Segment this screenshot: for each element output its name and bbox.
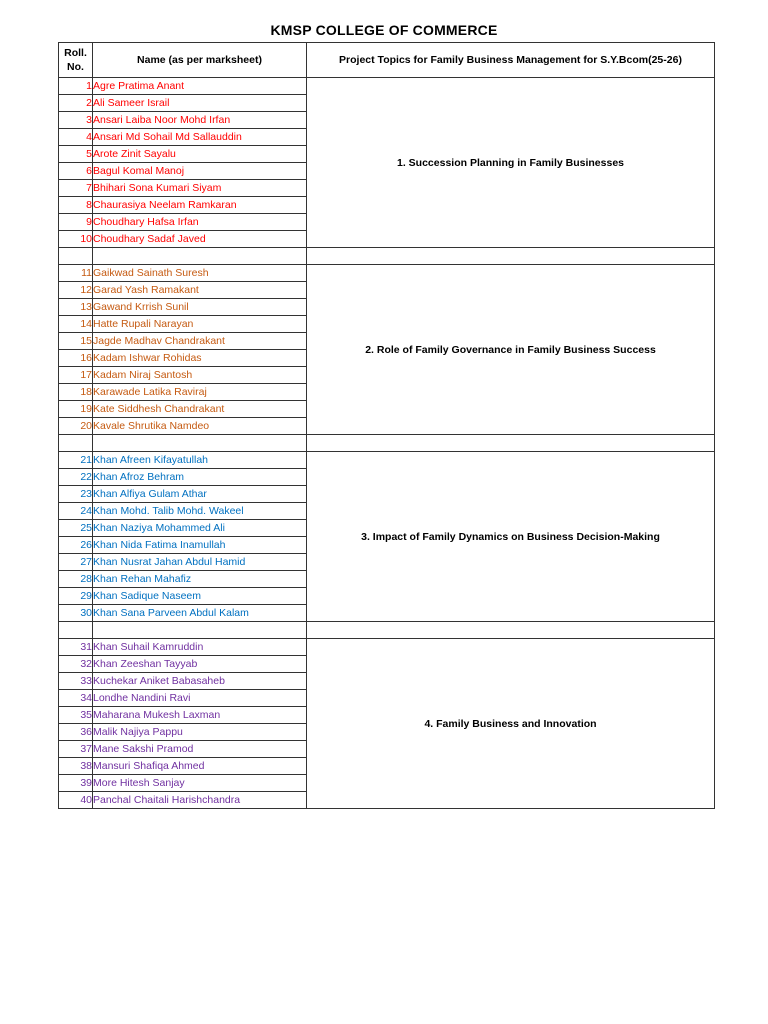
- project-topic-cell: 1. Succession Planning in Family Businesses: [307, 78, 715, 248]
- student-name-cell: Hatte Rupali Narayan: [93, 316, 307, 333]
- spacer-row: [59, 435, 715, 452]
- roll-number-cell: 13: [59, 299, 93, 316]
- student-name-cell: Gaikwad Sainath Suresh: [93, 265, 307, 282]
- student-name-cell: Kadam Ishwar Rohidas: [93, 350, 307, 367]
- roll-number-cell: 4: [59, 129, 93, 146]
- roll-number-cell: 31: [59, 639, 93, 656]
- student-name-cell: Gawand Krrish Sunil: [93, 299, 307, 316]
- roll-number-cell: 17: [59, 367, 93, 384]
- student-name-cell: Malik Najiya Pappu: [93, 724, 307, 741]
- empty-cell: [307, 622, 715, 639]
- roll-number-cell: 35: [59, 707, 93, 724]
- project-topic-cell: 3. Impact of Family Dynamics on Business Decision-Making: [307, 452, 715, 622]
- roll-header-line1: Roll.: [64, 47, 87, 59]
- roll-number-cell: 32: [59, 656, 93, 673]
- spacer-row: [59, 622, 715, 639]
- roll-no-header: [59, 43, 93, 78]
- student-name-cell: Bagul Komal Manoj: [93, 163, 307, 180]
- roll-number-cell: 39: [59, 775, 93, 792]
- student-name-cell: Kavale Shrutika Namdeo: [93, 418, 307, 435]
- student-name-cell: Panchal Chaitali Harishchandra: [93, 792, 307, 809]
- student-name-cell: Khan Rehan Mahafiz: [93, 571, 307, 588]
- roll-header-line2: No.: [67, 61, 84, 73]
- student-name-cell: Londhe Nandini Ravi: [93, 690, 307, 707]
- student-name-cell: Khan Afreen Kifayatullah: [93, 452, 307, 469]
- empty-cell: [93, 248, 307, 265]
- roll-number-cell: 28: [59, 571, 93, 588]
- roll-number-cell: 29: [59, 588, 93, 605]
- roll-number-cell: 38: [59, 758, 93, 775]
- roll-number-cell: 20: [59, 418, 93, 435]
- roll-number-cell: 37: [59, 741, 93, 758]
- student-name-cell: Karawade Latika Raviraj: [93, 384, 307, 401]
- student-name-cell: Kate Siddhesh Chandrakant: [93, 401, 307, 418]
- project-topic-cell: 2. Role of Family Governance in Family Business Success: [307, 265, 715, 435]
- roll-number-cell: 40: [59, 792, 93, 809]
- roll-number-cell: 30: [59, 605, 93, 622]
- student-name-cell: Jagde Madhav Chandrakant: [93, 333, 307, 350]
- student-name-cell: Khan Afroz Behram: [93, 469, 307, 486]
- roll-number-cell: 5: [59, 146, 93, 163]
- student-name-cell: Khan Suhail Kamruddin: [93, 639, 307, 656]
- roll-number-cell: 19: [59, 401, 93, 418]
- student-name-cell: Kadam Niraj Santosh: [93, 367, 307, 384]
- empty-cell: [307, 435, 715, 452]
- roll-number-cell: 26: [59, 537, 93, 554]
- table-row: [59, 265, 715, 282]
- student-name-cell: Kuchekar Aniket Babasaheb: [93, 673, 307, 690]
- student-name-cell: Ali Sameer Israil: [93, 95, 307, 112]
- student-name-cell: Agre Pratima Anant: [93, 78, 307, 95]
- student-name-cell: Khan Nusrat Jahan Abdul Hamid: [93, 554, 307, 571]
- roll-number-cell: 12: [59, 282, 93, 299]
- empty-cell: [93, 435, 307, 452]
- table-row: [59, 452, 715, 469]
- roll-number-cell: 6: [59, 163, 93, 180]
- topic-header: Project Topics for Family Business Management for S.Y.Bcom(25-26): [307, 43, 715, 78]
- header-row: [59, 43, 715, 78]
- roll-number-cell: 33: [59, 673, 93, 690]
- roll-number-cell: 8: [59, 197, 93, 214]
- roll-number-cell: 9: [59, 214, 93, 231]
- empty-cell: [59, 435, 93, 452]
- roll-number-cell: 16: [59, 350, 93, 367]
- page-title: KMSP COLLEGE OF COMMERCE: [270, 22, 498, 38]
- student-name-cell: Maharana Mukesh Laxman: [93, 707, 307, 724]
- project-topic-cell: 4. Family Business and Innovation: [307, 639, 715, 809]
- student-name-cell: Khan Alfiya Gulam Athar: [93, 486, 307, 503]
- student-name-cell: Khan Zeeshan Tayyab: [93, 656, 307, 673]
- student-name-cell: Arote Zinit Sayalu: [93, 146, 307, 163]
- roll-number-cell: 15: [59, 333, 93, 350]
- roll-number-cell: 18: [59, 384, 93, 401]
- empty-cell: [59, 622, 93, 639]
- roll-number-cell: 11: [59, 265, 93, 282]
- roll-number-cell: 21: [59, 452, 93, 469]
- student-name-cell: Khan Sana Parveen Abdul Kalam: [93, 605, 307, 622]
- student-name-cell: Khan Mohd. Talib Mohd. Wakeel: [93, 503, 307, 520]
- table-row: [59, 639, 715, 656]
- student-name-cell: More Hitesh Sanjay: [93, 775, 307, 792]
- student-name-cell: Mansuri Shafiqa Ahmed: [93, 758, 307, 775]
- roll-number-cell: 3: [59, 112, 93, 129]
- empty-cell: [59, 248, 93, 265]
- student-name-cell: Ansari Md Sohail Md Sallauddin: [93, 129, 307, 146]
- roll-number-cell: 7: [59, 180, 93, 197]
- student-name-cell: Garad Yash Ramakant: [93, 282, 307, 299]
- student-name-cell: Choudhary Hafsa Irfan: [93, 214, 307, 231]
- roll-number-cell: 34: [59, 690, 93, 707]
- roll-number-cell: 27: [59, 554, 93, 571]
- roll-number-cell: 10: [59, 231, 93, 248]
- roll-number-cell: 24: [59, 503, 93, 520]
- empty-cell: [93, 622, 307, 639]
- student-name-cell: Khan Naziya Mohammed Ali: [93, 520, 307, 537]
- empty-cell: [307, 248, 715, 265]
- roll-number-cell: 2: [59, 95, 93, 112]
- student-name-cell: Ansari Laiba Noor Mohd Irfan: [93, 112, 307, 129]
- roll-number-cell: 22: [59, 469, 93, 486]
- student-name-cell: Khan Sadique Naseem: [93, 588, 307, 605]
- spacer-row: [59, 248, 715, 265]
- roll-number-cell: 1: [59, 78, 93, 95]
- name-header: Name (as per marksheet): [93, 43, 307, 78]
- topic-allocation-table: [58, 42, 715, 809]
- student-name-cell: Bhihari Sona Kumari Siyam: [93, 180, 307, 197]
- student-name-cell: Mane Sakshi Pramod: [93, 741, 307, 758]
- roll-number-cell: 23: [59, 486, 93, 503]
- table-row: [59, 78, 715, 95]
- student-name-cell: Choudhary Sadaf Javed: [93, 231, 307, 248]
- roll-number-cell: 14: [59, 316, 93, 333]
- table-body: [59, 78, 715, 809]
- student-name-cell: Chaurasiya Neelam Ramkaran: [93, 197, 307, 214]
- roll-number-cell: 25: [59, 520, 93, 537]
- student-name-cell: Khan Nida Fatima Inamullah: [93, 537, 307, 554]
- roll-number-cell: 36: [59, 724, 93, 741]
